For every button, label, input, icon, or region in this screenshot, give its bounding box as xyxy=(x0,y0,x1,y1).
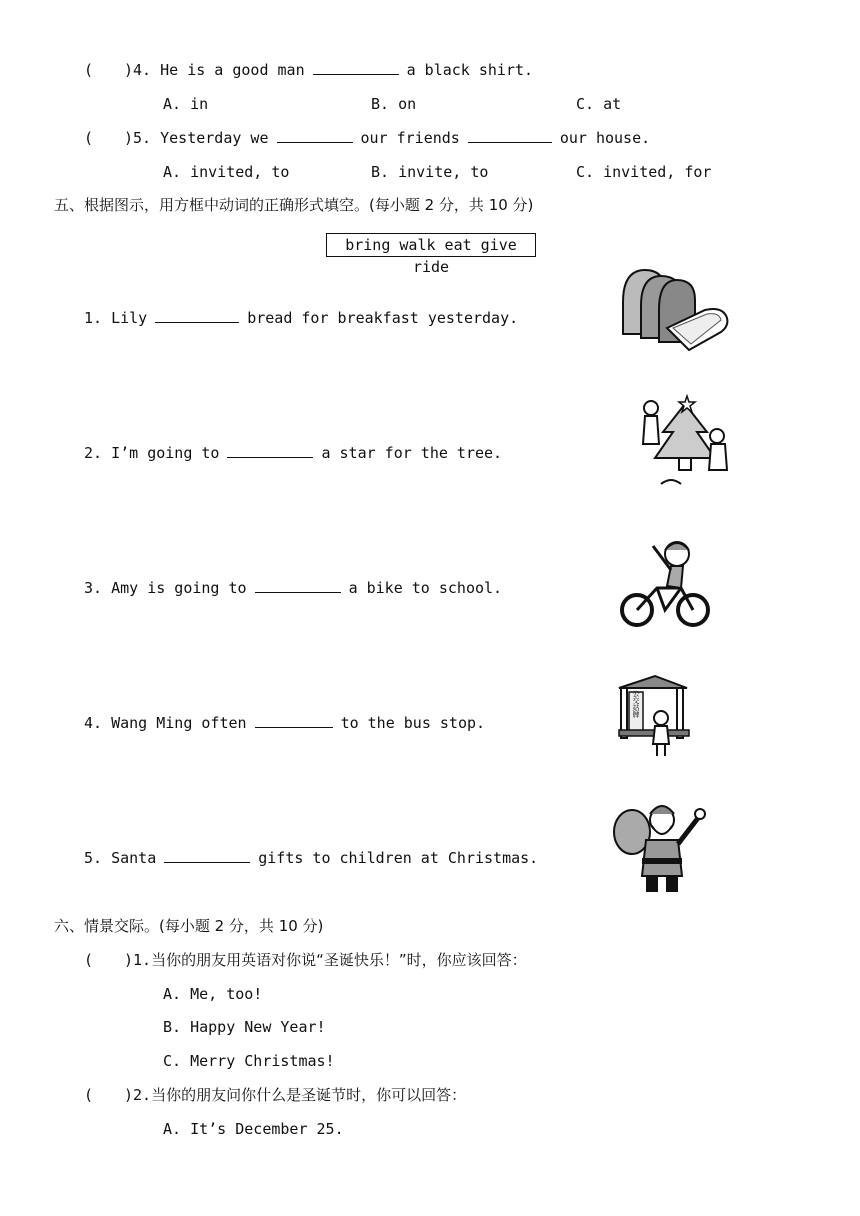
option-c: C. at xyxy=(576,95,622,113)
answer-blank xyxy=(255,713,333,728)
answer-paren: ( xyxy=(84,129,94,147)
question-text: our house. xyxy=(559,129,651,147)
option-c: C. invited, for xyxy=(576,163,712,181)
question-text: He is a good man xyxy=(160,61,305,79)
bus-stop-sign: 公交站牌 xyxy=(632,690,640,718)
answer-blank xyxy=(227,443,313,458)
question-5: ( )5. Yesterday we our friends our house. xyxy=(84,129,651,147)
question-4: ( )4. He is a good man a black shirt. xyxy=(84,61,534,79)
answer-blank xyxy=(164,848,250,863)
answer-blank xyxy=(255,578,341,593)
section-title: 六、情景交际。(每小题 2 分，共 10 分) xyxy=(54,917,324,935)
option-c: C. Merry Christmas! xyxy=(163,1052,335,1070)
situation-question-1: ( )1.当你的朋友用英语对你说“圣诞快乐！”时，你应该回答： xyxy=(84,951,527,969)
bus-stop-icon xyxy=(615,672,695,762)
christmas-tree-icon xyxy=(635,392,735,492)
fill-item-4: 4. Wang Ming often to the bus stop. xyxy=(84,714,486,732)
santa-icon xyxy=(610,798,710,900)
answer-blank xyxy=(277,128,353,143)
answer-blank xyxy=(313,60,399,75)
bread-icon xyxy=(615,262,735,352)
option-a: A. Me, too! xyxy=(163,985,263,1003)
word-box: bring walk eat give ride xyxy=(326,233,536,257)
option-a: A. invited, to xyxy=(163,163,290,181)
fill-item-3: 3. Amy is going to a bike to school. xyxy=(84,579,503,597)
situation-question-2: ( )2.当你的朋友问你什么是圣诞节时，你可以回答： xyxy=(84,1086,467,1104)
question-number: 4. xyxy=(133,61,152,79)
fill-item-1: 1. Lily bread for breakfast yesterday. xyxy=(84,309,519,327)
option-b: B. Happy New Year! xyxy=(163,1018,326,1036)
option-a: A. It’s December 25. xyxy=(163,1120,344,1138)
section-title: 五、根据图示，用方框中动词的正确形式填空。(每小题 2 分，共 10 分) xyxy=(54,196,534,214)
answer-blank xyxy=(155,308,239,323)
fill-item-2: 2. I’m going to a star for the tree. xyxy=(84,444,503,462)
question-text: Yesterday we xyxy=(160,129,269,147)
option-b: B. invite, to xyxy=(371,163,489,181)
question-number: 5. xyxy=(133,129,152,147)
answer-blank xyxy=(468,128,552,143)
question-text: a black shirt. xyxy=(406,61,534,79)
answer-paren: ( xyxy=(84,61,94,79)
fill-item-5: 5. Santa gifts to children at Christmas. xyxy=(84,849,539,867)
option-a: A. in xyxy=(163,95,209,113)
option-b: B. on xyxy=(371,95,417,113)
bike-rider-icon xyxy=(615,532,715,632)
question-text: our friends xyxy=(360,129,460,147)
